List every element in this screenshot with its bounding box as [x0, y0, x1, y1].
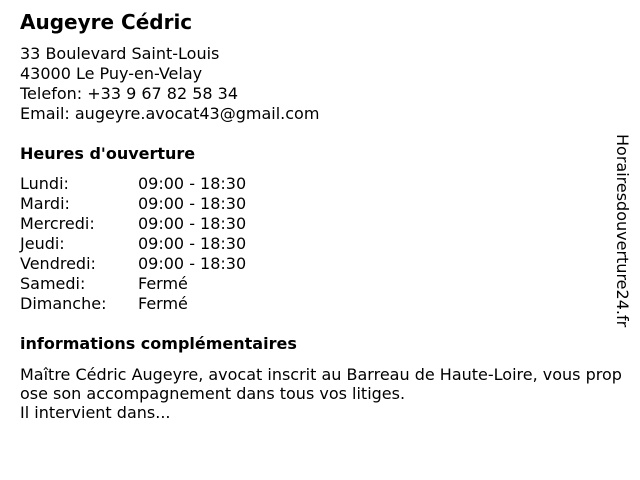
- hours-day: Lundi:: [20, 174, 69, 193]
- contact-block: [20, 44, 319, 124]
- hours-time: Fermé: [138, 274, 188, 293]
- site-watermark: Horairesdouverture24.fr: [613, 134, 632, 328]
- hours-time: 09:00 - 18:30: [138, 254, 247, 273]
- info-text-block: [20, 365, 625, 422]
- hours-row: [20, 174, 320, 194]
- hours-time: 09:00 - 18:30: [138, 174, 247, 193]
- hours-day: Mercredi:: [20, 214, 95, 233]
- address-line-2: 43000 Le Puy-en-Velay: [20, 64, 203, 83]
- info-heading: informations complémentaires: [20, 334, 297, 353]
- info-description: Maître Cédric Augeyre, avocat inscrit au Barreau de Haute-Loire, vous propose son accompagnement dans tous vos litiges.: [20, 365, 622, 403]
- hours-row: [20, 294, 320, 314]
- hours-row: [20, 274, 320, 294]
- info-more: Il intervient dans...: [20, 403, 171, 422]
- hours-time: 09:00 - 18:30: [138, 214, 247, 233]
- hours-row: [20, 194, 320, 214]
- business-name: Augeyre Cédric: [20, 10, 193, 34]
- hours-time: 09:00 - 18:30: [138, 234, 247, 253]
- address-line-1: 33 Boulevard Saint-Louis: [20, 44, 220, 63]
- hours-day: Samedi:: [20, 274, 86, 293]
- email-address[interactable]: Email: augeyre.avocat43@gmail.com: [20, 104, 320, 123]
- hours-day: Dimanche:: [20, 294, 107, 313]
- hours-row: [20, 234, 320, 254]
- hours-row: [20, 254, 320, 274]
- hours-day: Jeudi:: [20, 234, 65, 253]
- hours-table: [20, 174, 320, 314]
- hours-heading: Heures d'ouverture: [20, 144, 196, 163]
- phone-number[interactable]: Telefon: +33 9 67 82 58 34: [20, 84, 239, 103]
- hours-time: Fermé: [138, 294, 188, 313]
- hours-time: 09:00 - 18:30: [138, 194, 247, 213]
- hours-day: Vendredi:: [20, 254, 96, 273]
- hours-day: Mardi:: [20, 194, 70, 213]
- hours-row: [20, 214, 320, 234]
